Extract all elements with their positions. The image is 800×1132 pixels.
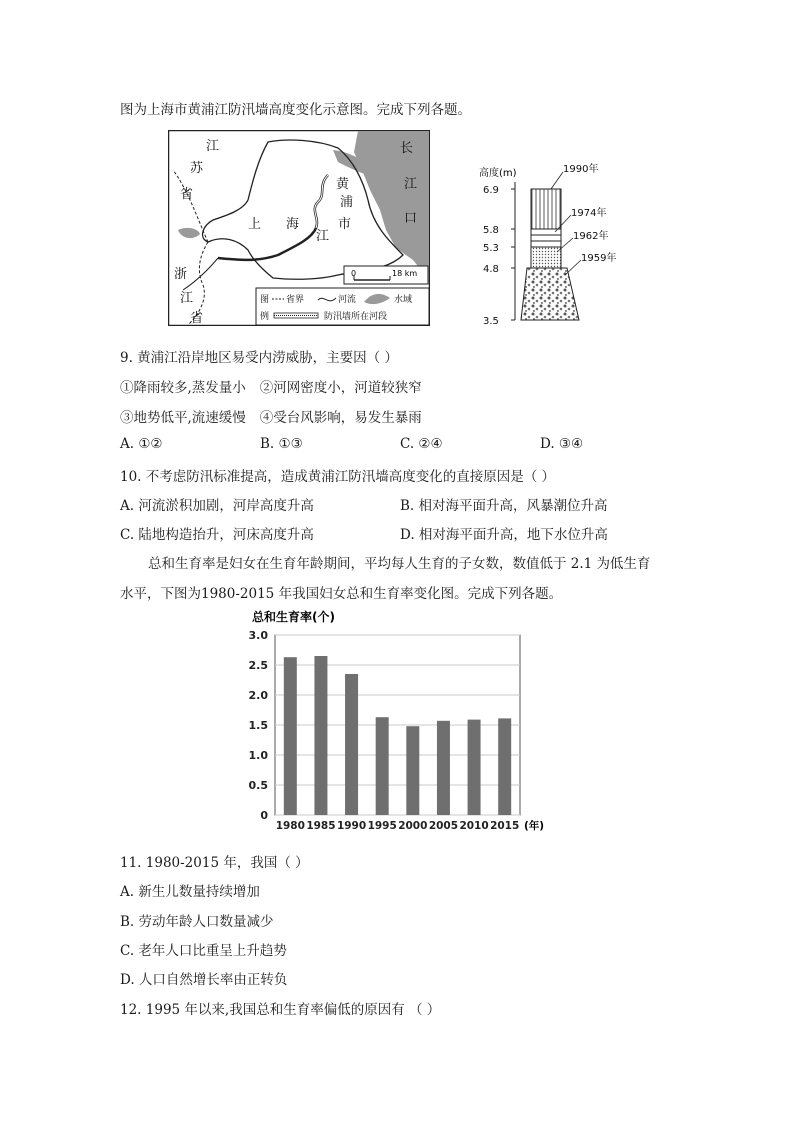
legend-tu: 图 [260,295,270,305]
q9-stem: 9. 黄浦江沿岸地区易受内涝威胁，主要因（ ） [120,350,398,366]
q12-stem: 12. 1995 年以来,我国总和生育率偏低的原因有 （ ） [120,1002,441,1018]
wall-1962-layer [531,247,561,268]
q11-stem: 11. 1980-2015 年，我国（ ） [120,855,309,871]
q9-items-row2 [120,406,422,426]
bar-1990 [345,674,358,815]
chart-title: 总和生育率(个) [252,610,335,624]
year-1990: 1990年 [563,164,599,175]
label-jiang-2: 江 [316,229,330,244]
q9-item-2: ②河网密度小，河道较狭窄 [259,380,422,396]
x-tick-2010: 2010 [459,820,489,832]
year-1959: 1959年 [581,253,617,264]
label-hai: 海 [286,217,300,232]
q9-option-b[interactable]: B. ①③ [260,436,303,452]
label-kou: 口 [404,211,418,226]
bar-1995 [376,717,389,815]
chart-x-ticks [276,820,520,832]
q10-option-b[interactable]: B. 相对海平面升高，风暴潮位升高 [400,498,608,514]
shanghai-map [168,130,430,326]
q9-option-a[interactable]: A. ①② [120,436,163,452]
intro-text-1: 图为上海市黄浦江防汛墙高度变化示意图。完成下列各题。 [120,102,471,118]
legend-water: 水域 [394,295,413,305]
x-tick-1995: 1995 [367,820,397,832]
bar-2005 [437,721,450,815]
q10-option-a[interactable]: A. 河流淤积加剧，河岸高度升高 [120,498,314,514]
q9-option-d[interactable]: D. ③④ [540,436,584,452]
x-tick-1980: 1980 [275,820,305,832]
q9-items-row1 [120,376,422,396]
q11-option-c[interactable]: C. 老年人口比重呈上升趋势 [120,943,287,959]
y-tick-label: 0.5 [248,779,268,792]
q10-option-d[interactable]: D. 相对海平面升高，地下水位升高 [400,527,608,543]
label-pu: 浦 [340,195,354,210]
label-jiang-1: 江 [206,139,220,154]
chart-y-ticks [249,629,269,822]
year-1962: 1962年 [573,231,609,242]
bar-2000 [406,726,419,815]
legend-province: 省界 [286,295,305,305]
x-tick-2015: 2015 [490,820,520,832]
label-sheng-1: 省 [180,187,194,202]
q9-item-1: ①降雨较多,蒸发量小 [120,380,246,396]
q11-option-b[interactable]: B. 劳动年龄人口数量减少 [120,914,274,930]
label-jiang-4: 江 [180,291,194,306]
bar-2015 [498,718,511,815]
tick-3-5: 3.5 [483,316,499,327]
bar-1985 [314,656,327,815]
q9-item-3: ③地势低平,流速缓慢 [120,410,246,426]
label-shi: 市 [338,217,352,232]
y-tick-label: 0 [260,809,268,822]
y-tick-label: 3.0 [248,629,268,642]
label-shang: 上 [248,217,262,232]
q10-stem: 10. 不考虑防汛标准提高，造成黄浦江防汛墙高度变化的直接原因是（ ） [120,469,556,485]
year-1974: 1974年 [571,208,607,219]
tick-4-8: 4.8 [483,264,499,275]
label-zhe: 浙 [174,267,188,282]
label-sheng-2: 省 [190,311,204,326]
floodwall-figure [475,160,625,330]
bar-1980 [284,657,297,815]
wall-1959-base [521,268,579,320]
legend-wall: 防汛墙所在河段 [324,312,388,322]
chart-x-unit: (年) [524,820,545,832]
x-tick-2005: 2005 [428,820,459,832]
label-su: 苏 [190,161,204,176]
x-tick-1990: 1990 [336,820,367,832]
label-chang: 长 [400,141,414,156]
wall-axis-title: 高度(m) [479,168,517,179]
tick-5-3: 5.3 [483,243,499,254]
scale-zero: 0 [351,269,357,278]
wall-1990-layer [531,189,561,229]
label-jiang-3: 江 [404,177,418,192]
tick-5-8: 5.8 [483,225,499,236]
y-tick-label: 2.5 [248,659,268,672]
x-tick-1985: 1985 [306,820,336,832]
q9-option-c[interactable]: C. ②④ [400,436,443,452]
label-huang: 黄 [336,177,350,192]
q11-option-d[interactable]: D. 人口自然增长率由正转负 [120,972,288,988]
q10-option-c[interactable]: C. 陆地构造抬升，河床高度升高 [120,527,314,543]
y-tick-label: 2.0 [248,689,268,702]
x-tick-2000: 2000 [398,820,428,832]
y-tick-label: 1.5 [248,719,268,732]
wall-1974-layer [531,229,561,247]
q11-option-a[interactable]: A. 新生儿数量持续增加 [120,884,260,900]
q9-item-4: ④受台风影响，易发生暴雨 [259,410,422,426]
legend-li: 例 [260,312,270,322]
fertility-chart [230,605,570,835]
bar-2010 [468,720,481,815]
y-tick-label: 1.0 [248,749,268,762]
tick-6-9: 6.9 [483,185,499,196]
scale-text: 18 km [392,269,418,278]
intro-text-2a: 总和生育率是妇女在生育年龄期间，平均每人生育的子女数，数值低于 2.1 为低生育 [148,556,651,572]
legend-river: 河流 [338,295,357,305]
intro-text-2b: 水平，下图为1980-2015 年我国妇女总和生育率变化图。完成下列各题。 [120,586,563,602]
